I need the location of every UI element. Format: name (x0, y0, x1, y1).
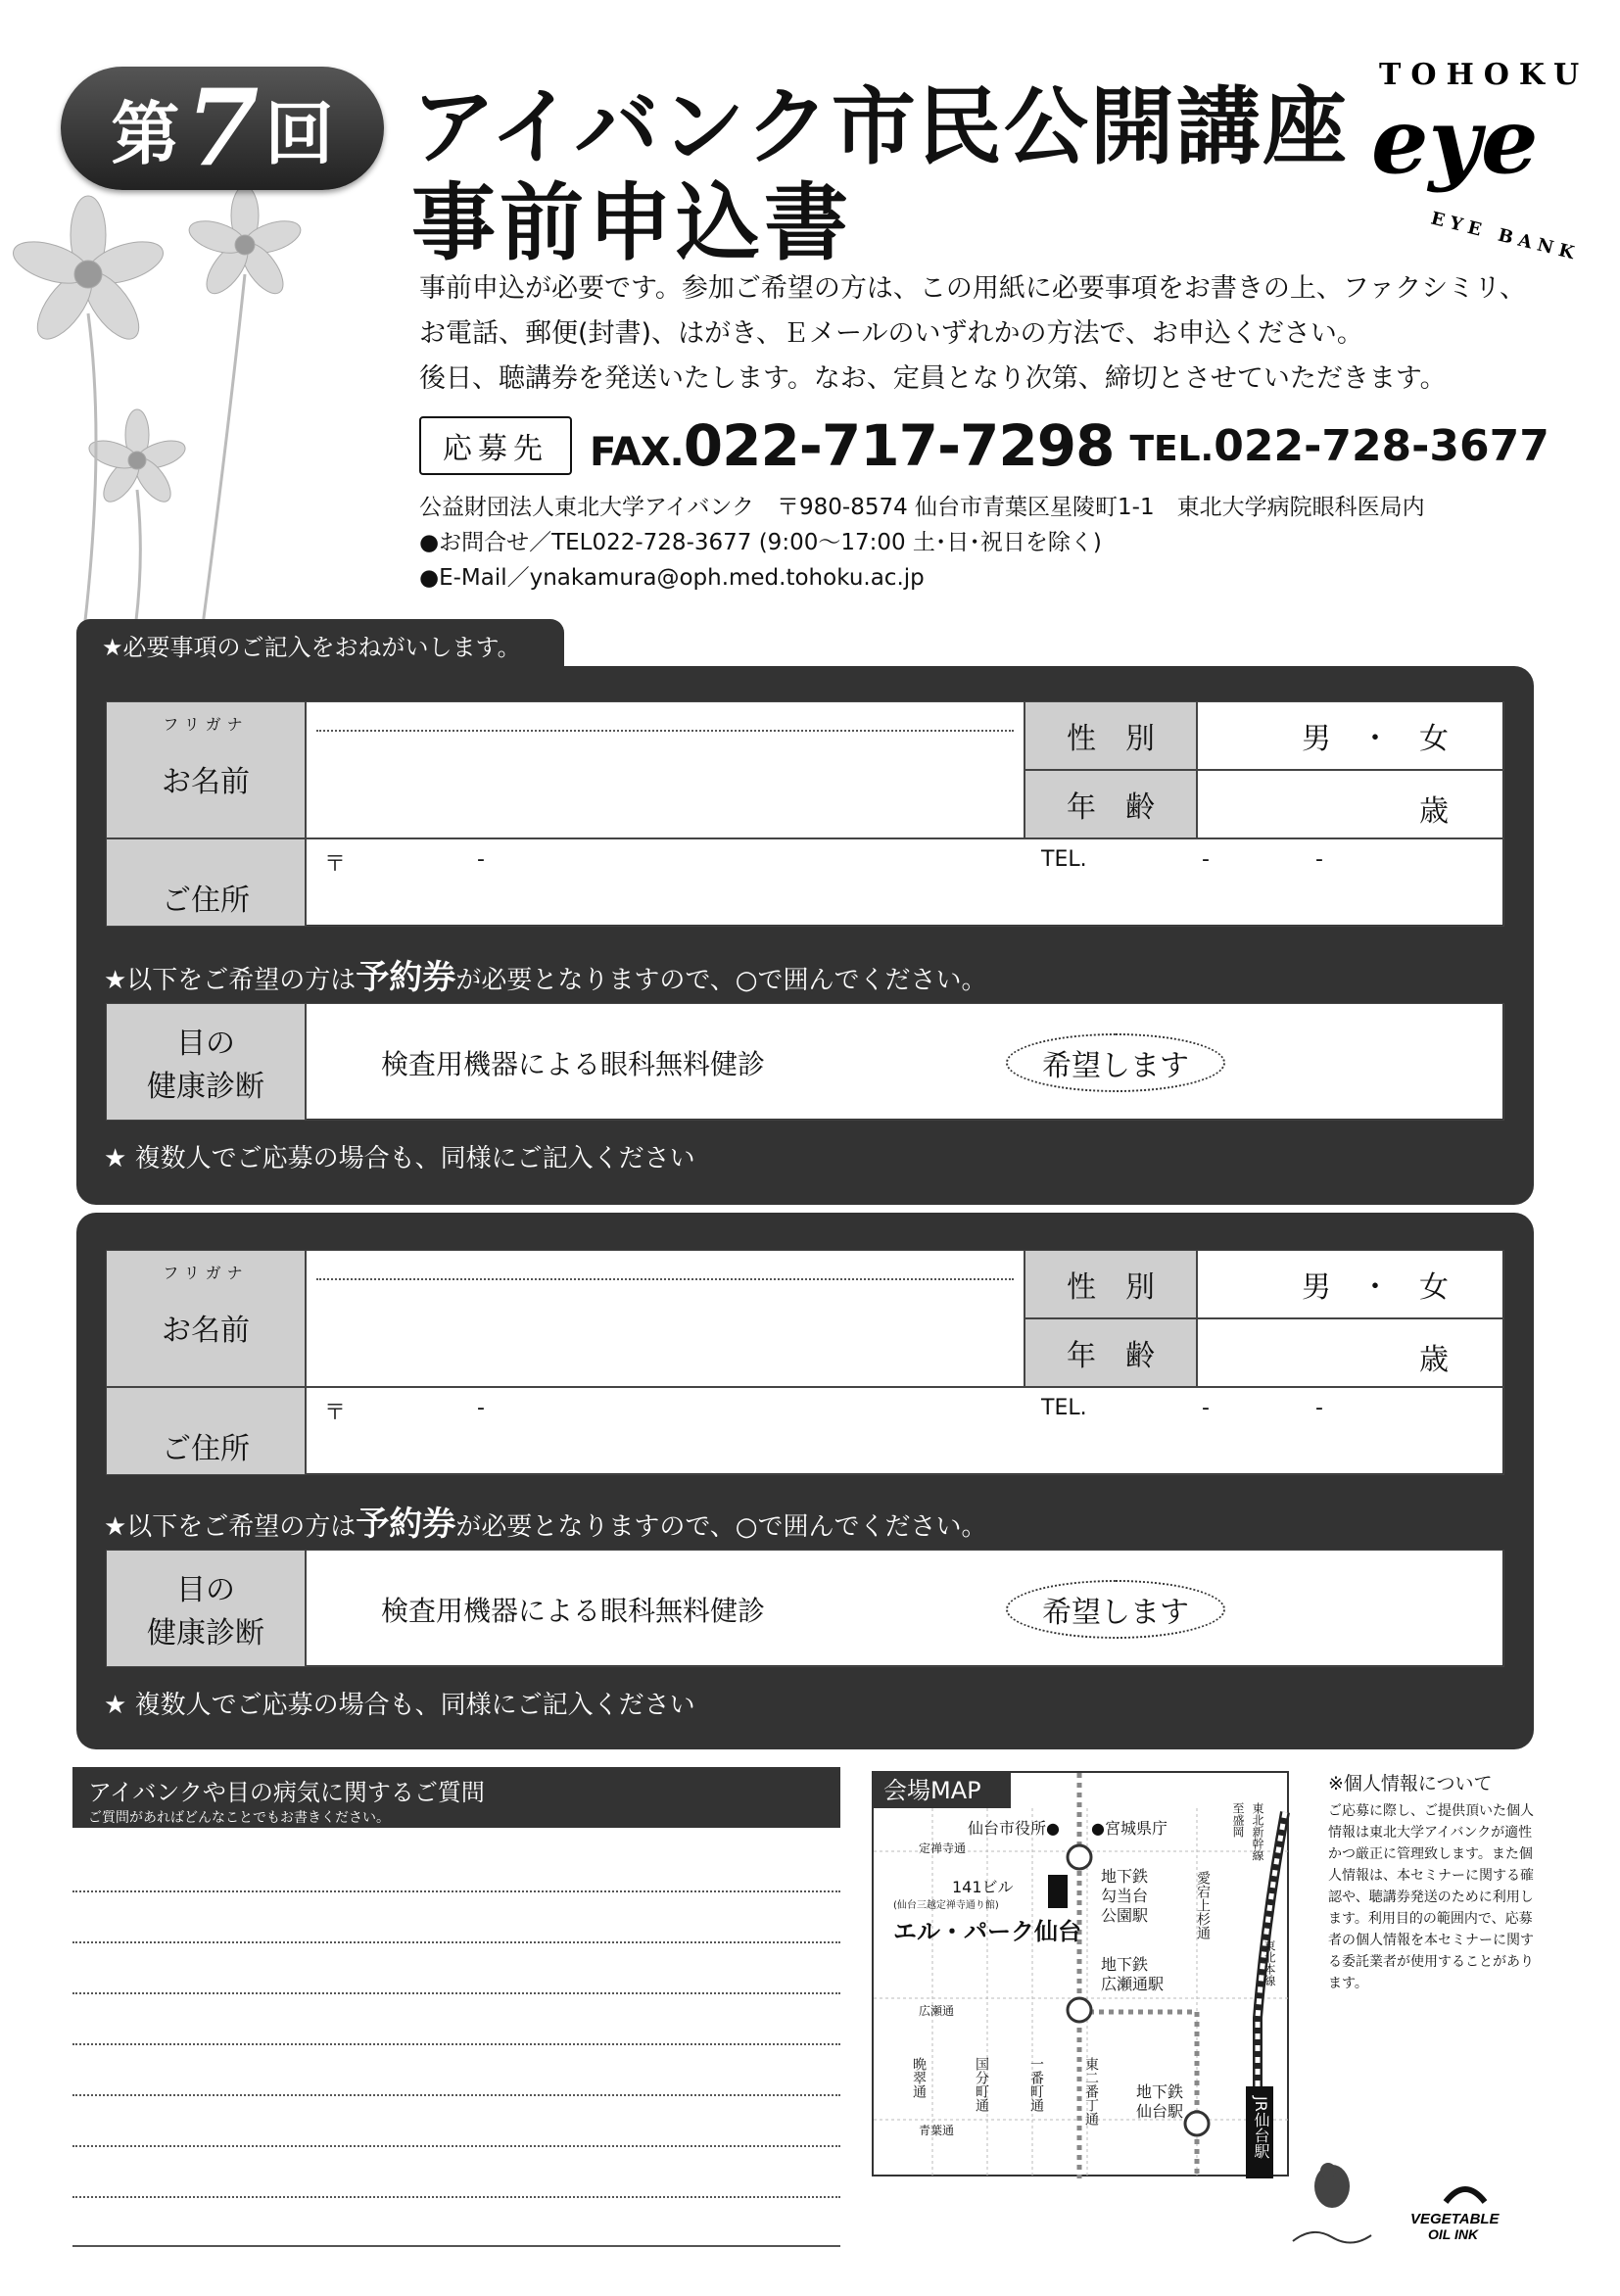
map-aoba-street: 青葉通 (919, 2124, 955, 2137)
multi-note: ★ 複数人でご応募の場合も、同様にご記入ください (104, 1691, 695, 1720)
badge-number: 7 (185, 67, 260, 190)
checkup-field (306, 1003, 1504, 1121)
intro-text (419, 266, 1526, 402)
gender-label: 性 別 (1024, 1250, 1197, 1318)
questions-subtitle: ご質問があればどんなことでもお書きください。 (88, 1810, 390, 1826)
application-form-1 (76, 666, 1534, 1205)
tel-number[interactable]: TEL.022-728-3677 (1129, 420, 1549, 471)
age-unit: 歳 (1419, 794, 1449, 829)
checkup-table (104, 1001, 1504, 1121)
application-form-2 (76, 1213, 1534, 1749)
furigana-label: フリガナ (163, 1264, 249, 1282)
question-line[interactable] (72, 2196, 840, 2198)
name-field[interactable] (306, 1250, 1024, 1387)
page-title: アイバンク市民公開講座 (411, 78, 1349, 176)
map-jr-station: JR仙台駅 (1252, 2096, 1270, 2159)
map-station-sendai: 地下鉄 仙台駅 (1136, 2082, 1184, 2121)
intro-line: 事前申込が必要です。参加ご希望の方は、この用紙に必要事項をお書きの上、ファクシミリ、 (419, 273, 1526, 304)
intro-line: 後日、聴講券を発送いたします。なお、定員となり次第、締切とさせていただきます。 (419, 363, 1447, 394)
vegetable-oil-ink-mark (1406, 2176, 1524, 2241)
privacy-heading: ※個人情報について (1328, 1773, 1493, 1794)
checkup-option[interactable]: 希望します (1006, 1033, 1225, 1092)
page-subtitle: 事前申込書 (411, 174, 852, 272)
map-higashi-street: 東二番丁通 (1083, 2057, 1099, 2126)
personal-info-table (104, 1248, 1504, 1475)
map-station-hirose: 地下鉄 広瀬通駅 (1101, 1955, 1165, 1993)
map-ichibancho-street: 一番町通 (1028, 2057, 1044, 2112)
edition-badge (61, 67, 384, 190)
tel-dash: - (1315, 1396, 1323, 1420)
map-title: 会場MAP (874, 1773, 1011, 1808)
age-label: 年 齢 (1024, 1318, 1197, 1387)
checkup-field (306, 1550, 1504, 1667)
map-pref-office: ●宮城県庁 (1091, 1819, 1167, 1838)
reserve-note: ★以下をご希望の方は予約券が必要となりますので、○で囲んでください。 (104, 1505, 987, 1544)
map-jozenji: 定禅寺通 (919, 1842, 967, 1855)
tel-dash: - (1315, 847, 1323, 872)
age-unit: 歳 (1419, 1343, 1449, 1377)
privacy-body: ご応募に際し、ご提供頂いた個人情報は東北大学アイバンクが適性かつ厳正に管理致します。また個人情報は、本セミナーに関する確認や、聴講券発送のために利用します。利用目的の範囲内で、応募者の個人情報を本セミナーに関する委託業者が使用することがあります。 (1328, 1803, 1534, 1991)
map-hirose-street: 広瀬通 (919, 2004, 955, 2018)
contact-details (419, 490, 1425, 596)
postal-mark: 〒 (324, 1401, 347, 1425)
checkup-text: 検査用機器による眼科無料健診 (381, 1595, 766, 1627)
bird-illustration (1273, 2147, 1391, 2255)
map-banshoku-street: 晩翠通 (911, 2057, 927, 2098)
logo-bottom-text: EYE BANK (1428, 208, 1583, 265)
intro-line: お電話、郵便(封書)、はがき、Ｅメールのいずれかの方法で、お申込ください。 (419, 318, 1363, 349)
age-field[interactable] (1197, 1318, 1504, 1387)
checkup-label: 目の 健康診断 (106, 1550, 306, 1667)
questions-header (72, 1767, 840, 1828)
logo-word: eye (1371, 88, 1539, 194)
postal-mark: 〒 (324, 852, 347, 877)
multi-note: ★ 複数人でご応募の場合も、同様にご記入ください (104, 1144, 695, 1173)
badge-prefix: 第 (111, 92, 180, 174)
question-line[interactable] (72, 1992, 840, 1994)
tel-dash: - (1202, 847, 1210, 872)
flower-illustration (0, 167, 411, 676)
venue-map (872, 1771, 1289, 2176)
fax-number[interactable]: FAX.022-717-7298 (590, 412, 1115, 479)
question-line[interactable] (72, 1941, 840, 1943)
question-line[interactable] (72, 1890, 840, 1892)
gender-label: 性 別 (1024, 701, 1197, 770)
questions-title: アイバンクや目の病気に関するご質問 (88, 1779, 485, 1806)
name-label-cell (106, 701, 306, 838)
map-shinkansen: 東北新幹線 (1251, 1802, 1264, 1861)
furigana-label: フリガナ (163, 715, 249, 734)
email-text[interactable]: ●E-Mail／ynakamura@oph.med.tohoku.ac.jp (419, 565, 925, 591)
address-label: ご住所 (106, 838, 306, 927)
name-label-cell (106, 1250, 306, 1387)
map-station-kotodai: 地下鉄 勾当台 公園駅 (1101, 1867, 1149, 1925)
personal-info-table (104, 699, 1504, 927)
age-label: 年 齢 (1024, 770, 1197, 838)
privacy-notice (1328, 1773, 1534, 1994)
map-building-note: (仙台三越定禅寺通り館) (893, 1900, 999, 1911)
map-tohoku-line: 東北本線 (1263, 1939, 1276, 1986)
tel-dash: - (1202, 1396, 1210, 1420)
badge-suffix: 回 (264, 92, 334, 174)
address-field[interactable] (306, 838, 1504, 927)
contact-row (419, 411, 1549, 480)
checkup-label: 目の 健康診断 (106, 1003, 306, 1121)
age-field[interactable] (1197, 770, 1504, 838)
question-line[interactable] (72, 2145, 840, 2147)
question-line[interactable] (72, 2245, 840, 2247)
map-morioka: 至盛岡 (1231, 1802, 1245, 1838)
question-line[interactable] (72, 2043, 840, 2045)
contact-label: 応募先 (419, 416, 572, 475)
name-label: お名前 (162, 765, 250, 799)
tel-label: TEL. (1041, 847, 1087, 872)
reserve-note: ★以下をご希望の方は予約券が必要となりますので、○で囲んでください。 (104, 958, 987, 997)
checkup-option[interactable]: 希望します (1006, 1580, 1225, 1639)
checkup-table (104, 1548, 1504, 1667)
inquiry-text: ●お問合せ／TEL022-728-3677 (9:00〜17:00 土･日･祝日を除く) (419, 530, 1102, 555)
map-venue: エル・パーク仙台 (893, 1918, 1081, 1945)
tel-label: TEL. (1041, 1396, 1087, 1420)
name-field[interactable] (306, 701, 1024, 838)
question-line[interactable] (72, 2094, 840, 2096)
name-label: お名前 (162, 1314, 250, 1348)
address-label: ご住所 (106, 1387, 306, 1475)
address-field[interactable] (306, 1387, 1504, 1475)
logo-top-text: TOHOKU (1379, 58, 1590, 92)
checkup-text: 検査用機器による眼科無料健診 (381, 1048, 766, 1080)
address-text: 公益財団法人東北大学アイバンク 〒980-8574 仙台市青葉区星陵町1-1 東北大学病院眼科医局内 (419, 495, 1425, 520)
tohoku-eye-bank-logo (1371, 57, 1590, 265)
form-tab: ★必要事項のご記入をおねがいします。 (76, 619, 564, 670)
map-kamisugi-street: 愛宕上杉通 (1195, 1871, 1211, 1939)
gender-options[interactable]: 男 ・ 女 (1197, 1250, 1504, 1318)
map-kokubun-street: 国分町通 (974, 2057, 989, 2112)
veg-line2: OIL INK (1428, 2226, 1479, 2242)
map-city-hall: 仙台市役所● (968, 1819, 1060, 1838)
gender-options[interactable]: 男 ・ 女 (1197, 701, 1504, 770)
veg-line1: VEGETABLE (1410, 2211, 1500, 2227)
postal-dash: - (477, 1396, 485, 1420)
postal-dash: - (477, 847, 485, 872)
map-building: 141ビル (952, 1878, 1014, 1896)
